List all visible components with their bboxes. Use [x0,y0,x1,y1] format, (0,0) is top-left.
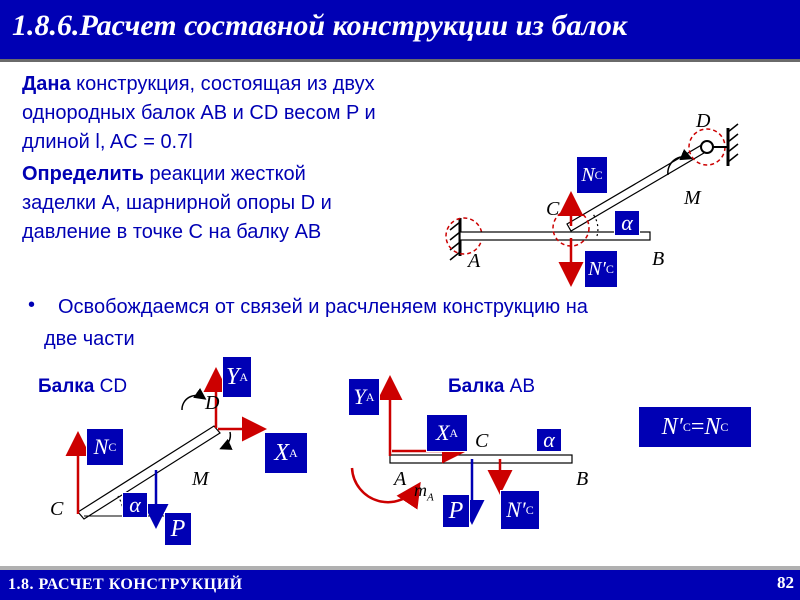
box-nc-cd: N C [86,428,124,466]
beam-cd-name: CD [94,376,128,397]
label-c-ab: C [475,430,489,452]
bullet-marker: • [28,294,36,316]
beam-cd-word: Балка [38,376,95,397]
moment-m-cd-2 [222,432,230,448]
box-xa-ab: X A [426,414,468,452]
label-b-ab: B [576,468,589,490]
box-ya-ab: Y A [348,378,380,416]
page-number: 82 [777,573,794,592]
box-p-cd: P [164,512,192,546]
label-d-top: D [696,110,711,132]
label-ma: $m_A$ [414,480,434,504]
label-c-cd: C [50,498,64,520]
problem-text-1: конструкция, состоящая из двух [70,73,375,95]
slide-title: 1.8.6.Расчет составной конструкции из балок [12,9,628,42]
box-ncp-top: N′ C [584,250,618,288]
label-c-top: C [546,198,560,220]
label-m-top: M [684,187,701,209]
hinge-d [701,141,713,153]
box-alpha-cd: α [122,492,148,518]
footer-section: 1.8. РАСЧЕТ КОНСТРУКЦИЙ [8,576,243,593]
label-a-top: A [468,250,481,272]
box-alpha-top: α [614,210,640,236]
moment-m-cd [182,395,204,410]
equation-box: N′ C = N C [638,406,752,448]
moment-ma [352,468,418,502]
problem-line-3: длиной l, AC = 0.7l [22,131,193,153]
box-xa-cd: X A [264,432,308,474]
problem-line-5: заделки A, шарнирной опоры D и [22,192,332,214]
problem-text-4: реакции жесткой [143,163,306,185]
label-d-cd: D [205,392,220,414]
box-ncp-ab: N′ C [500,490,540,530]
beam-ab-name: AB [504,376,535,397]
bullet-line-2: две части [44,328,135,350]
problem-line-6: давление в точке C на балку AB [22,221,322,243]
label-a-ab: A [394,468,407,490]
box-nc-top: N C [576,156,608,194]
box-ya-cd: Y A [222,356,252,398]
box-p-ab: P [442,494,470,528]
box-alpha-ab: α [536,428,562,452]
beam-ab-free [390,455,572,463]
label-b-top: B [652,248,665,270]
find-keyword: Определить [22,163,144,185]
problem-line-2: однородных балок AB и CD весом P и [22,102,376,124]
given-keyword: Дана [22,73,71,95]
bullet-line-1: Освобождаемся от связей и расчленяем конструкцию на [58,296,588,318]
beam-ab-word: Балка [448,376,505,397]
label-m-cd: M [192,468,209,490]
